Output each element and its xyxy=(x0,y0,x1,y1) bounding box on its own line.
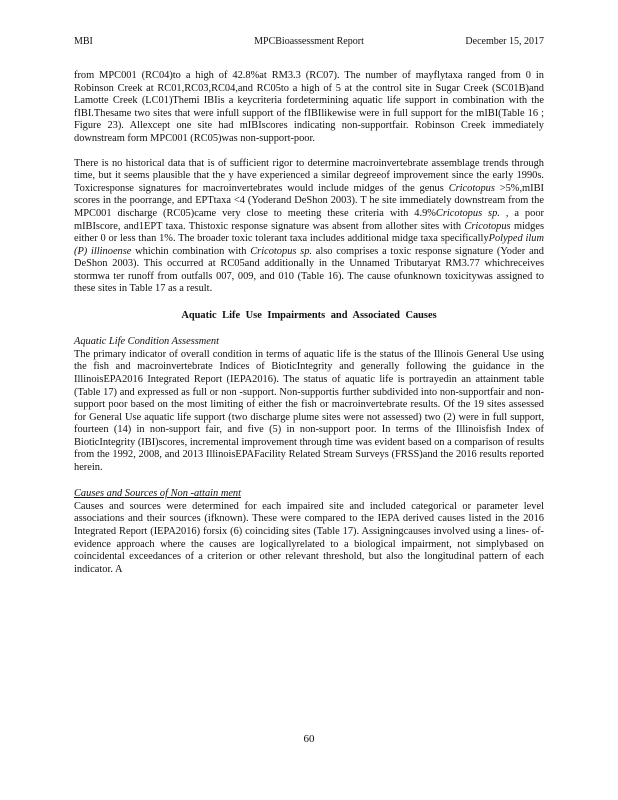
subheading-causes-sources: Causes and Sources of Non -attain ment xyxy=(74,488,242,500)
taxon-name: Cricotopus xyxy=(448,182,495,194)
section-title: Aquatic Life Use Impairments and Associated Causes xyxy=(181,309,437,321)
text-run: , a poor mIBIscore, and1EPT taxa. Thistoxic response signature was absent from allother sites with xyxy=(74,207,544,232)
subheading-condition-assessment: Aquatic Life Condition Assessment xyxy=(74,336,219,348)
page-body xyxy=(74,70,544,576)
text-run: There is no historical data that is of sufficient rigor to determine macroinvertebrate assemblage trends through time, but it seems plausible that the y have experienced a similar degreeof improvement since the early 1990s. Toxicresponse signatures for macroinvertebrates would include midges of the genus xyxy=(74,157,544,194)
header-org: MBI xyxy=(74,36,93,47)
header-date: December 15, 2017 xyxy=(465,36,544,47)
paragraph-causes-sources: Causes and sources were determined for each impaired site and included categorical or parameter level associations and their sources (ifknown). These were compared to the IEPA derived causes listed in the 2016 Integrated Report (IEPA2016) forsix (6) coinciding sites (Table 17). Assigningcauses involved using a lines- of-evidence approach where the causes are logicallyrelated to a biological impairment, not simplybased on coincidental exceedances of a criterion or other relevant threshold, but also the longitudinal pattern of each indicator. A xyxy=(74,500,544,575)
paragraph-mayfly-taxa: from MPC001 (RC04)to a high of 42.8%at RM3.3 (RC07). The number of mayflytaxa ranged from 0 in Robinson Creek at RC01,RC03,RC04,and RC05to a high of 5 at the control site in Sugar Creek (SC01B)and Lamotte Creek (LC01)Themi IBIis a keycriteria fordetermining aquatic life support in combination with the fIBI.Thesame two sites that were infull support of the fIBIlikewise were in full support for the mIBI(Table 16 ; Figure 23). Allexcept one site had mIBIscores indicating non-supportfair. Robinson Creek immediately downstream form MPC001 (RC05)was non-support-poor. xyxy=(74,70,544,144)
text-run: whichin combination with xyxy=(131,245,251,257)
header-report-title: MPCBioassessment Report xyxy=(254,36,364,47)
page-number: 60 xyxy=(303,733,315,745)
taxon-name: Cricotopus sp. xyxy=(250,245,313,257)
taxon-name: Polyped ilum (P) illinoense xyxy=(74,233,544,257)
paragraph-historical-trends xyxy=(74,158,544,296)
text-run: >5%,mIBI scores in the poorrange, and EPTtaxa <4 (Yoderand DeShon 2003). T he site immediately downstream from the MPC001 discharge (RC05)came very close to meeting these criteria with 4.9% xyxy=(74,182,544,219)
taxon-name: Cricotopus sp. xyxy=(435,207,500,219)
text-run: also comprises a toxic response signature (Yoder and DeShon 2003). This occurred at RC05and additionally in the Unnamed Tributaryat RM3.77 whichreceives stormwa ter runoff from outfalls 007, 009, and 010 (Table 16). The cause ofunknown toxicitywas assigned to these sites in Table 17 as a result. xyxy=(74,245,544,295)
page-header xyxy=(74,36,544,50)
paragraph-condition-assessment: The primary indicator of overall condition in terms of aquatic life is the status of the Illinois General Use using the fish and macroinvertebrate Indices of BioticIntegrity and generally following the guidance in the IllinoisEPA2016 Integrated Report (IEPA2016). The status of aquatic life is portrayedin an attainment table (Table 17) and expressed as full or non -support. Non-supportis further subdivided into non-supportfair and non-support poor based on the most limiting of either the fish or macroinvertebrate results. Of the 19 sites assessed for General Use aquatic life support (two discharge plume sites were not assessed) two (2) were in full support, fourteen (14) in non-support fair, and five (5) in non-support poor. In terms of the Illinoisfish Index of BioticIntegrity (IBI)scores, incremental improvement through time was evident based on a comparison of results from the 1992, 2008, and 2013 IllinoisEPAFacility Related Stream Surveys (FRSS)and the 2016 results reported herein. xyxy=(74,348,544,473)
text-run: midges either 0 or less than 1%. The broader toxic tolerant taxa includes additional midge taxa specifically xyxy=(74,220,544,245)
taxon-name: Cricotopus xyxy=(464,220,511,232)
